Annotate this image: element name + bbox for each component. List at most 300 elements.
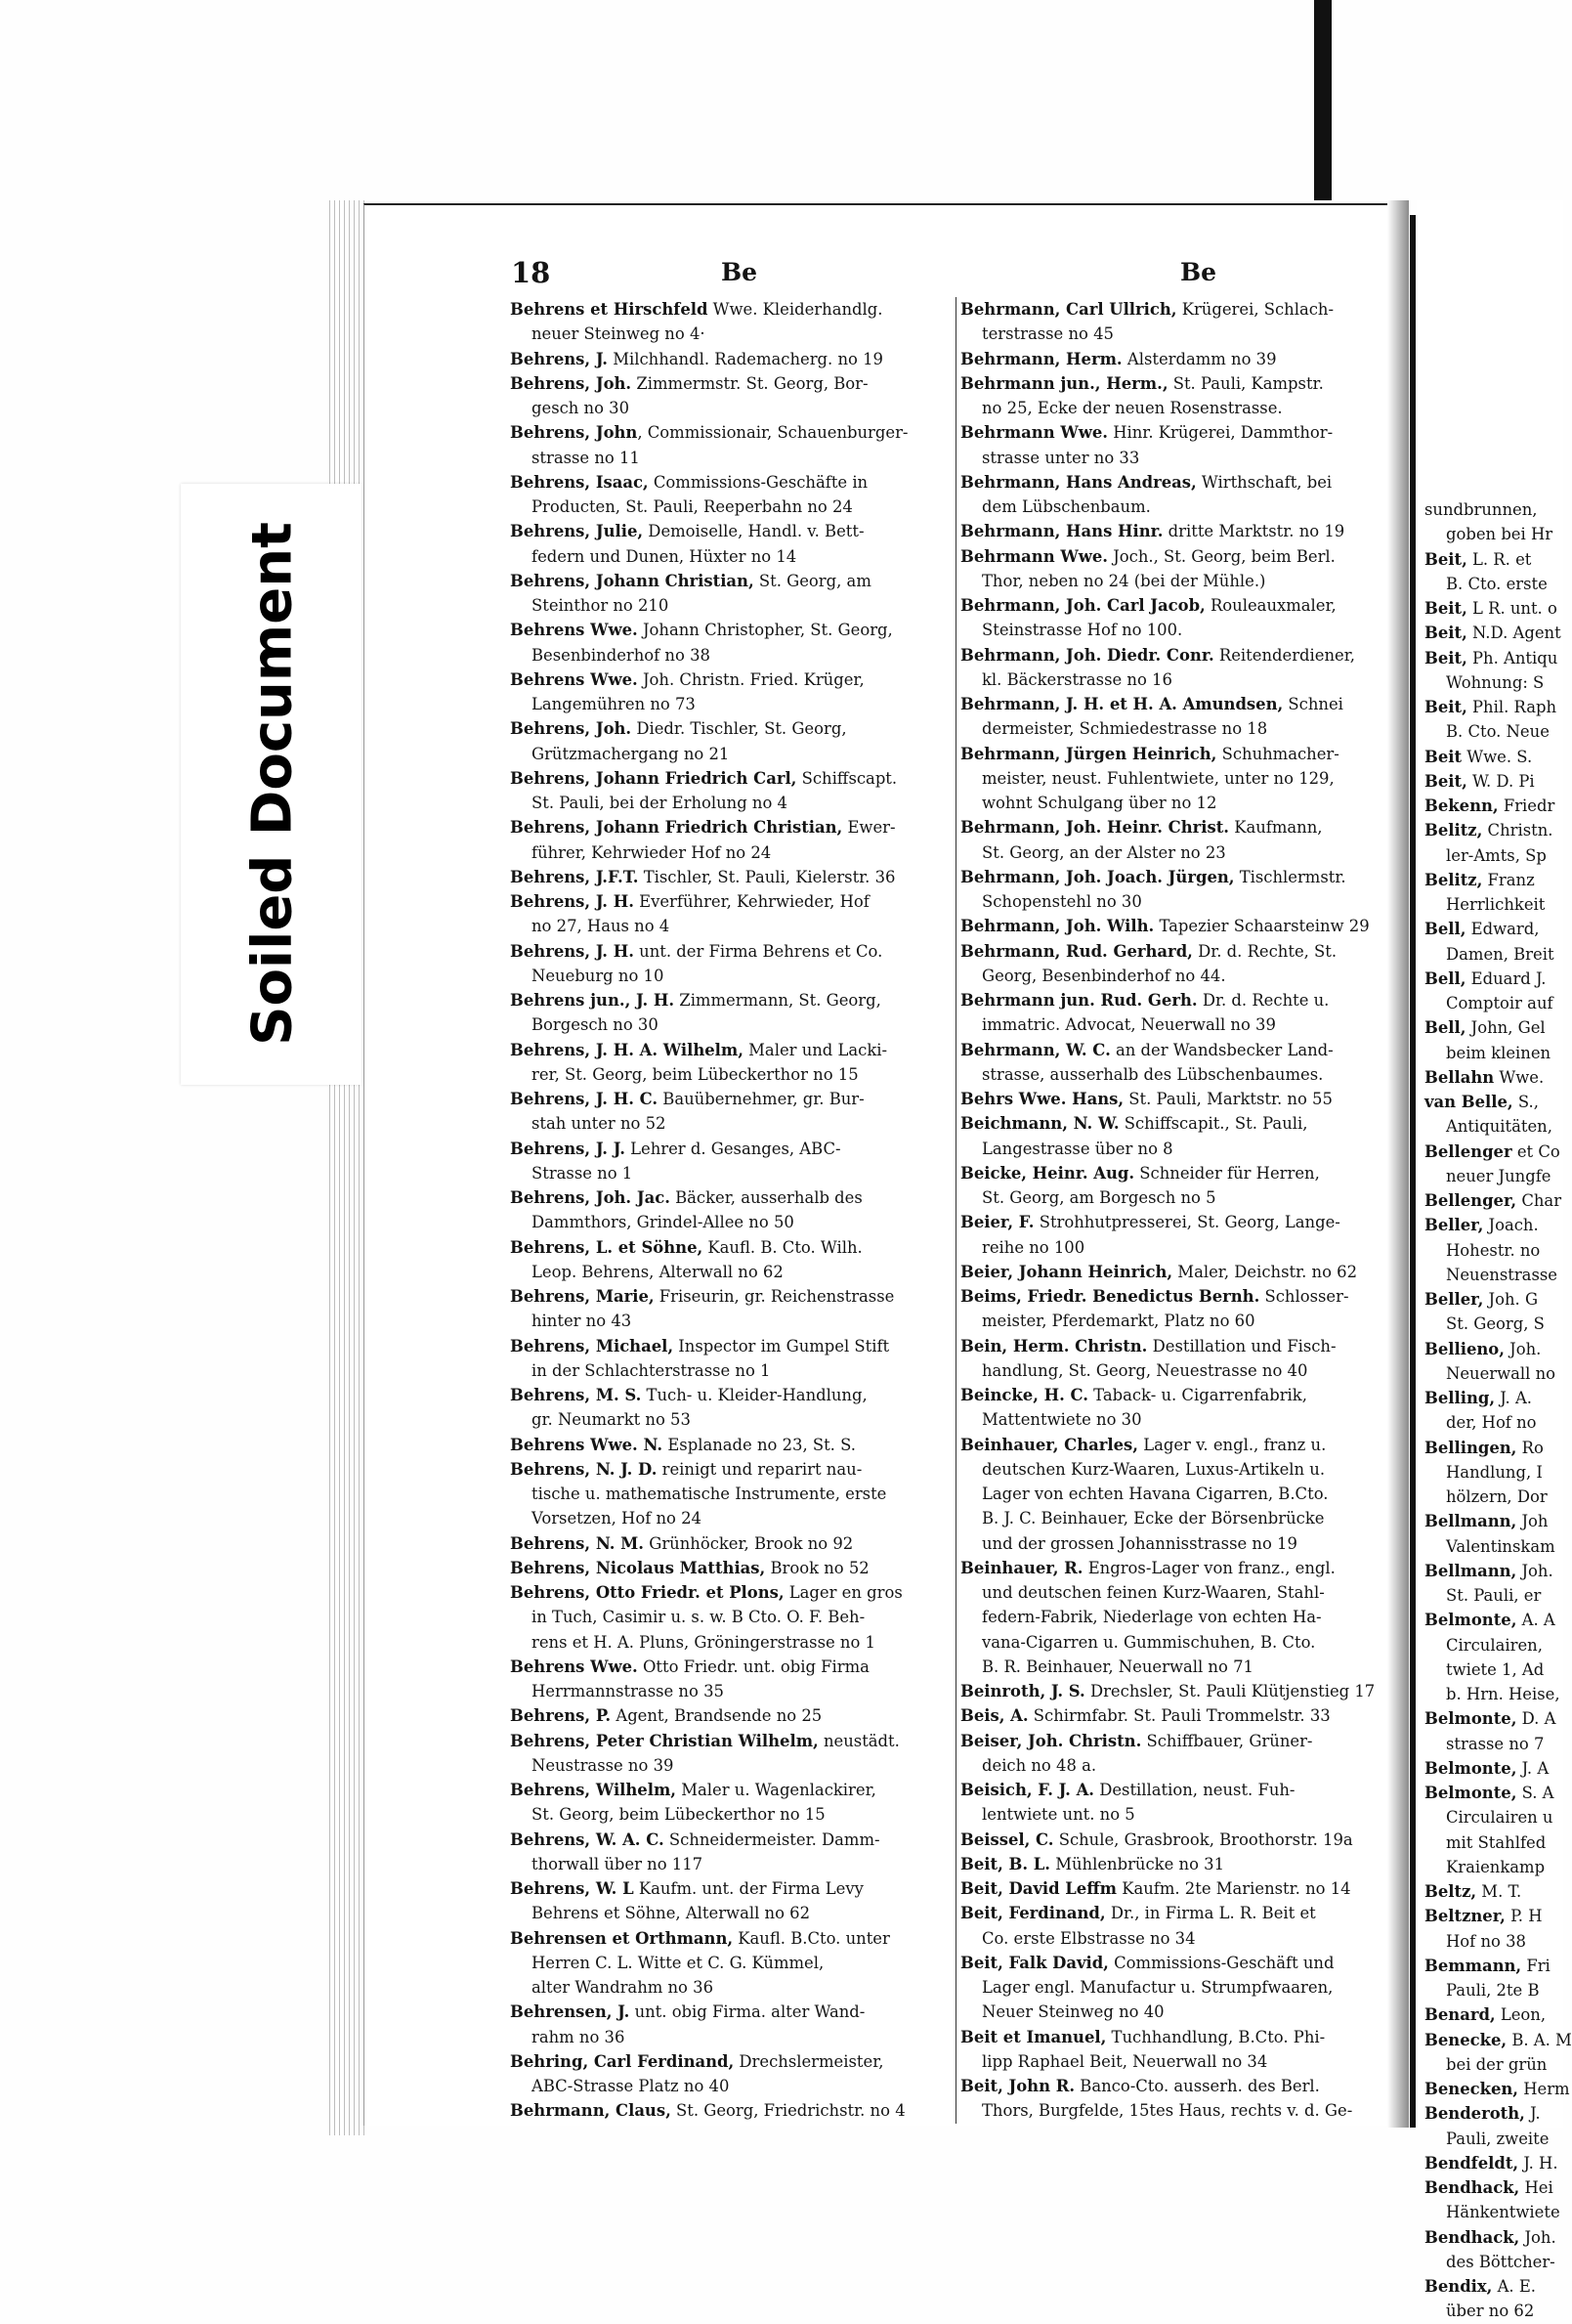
- entry-name: Belmonte,: [1424, 1611, 1517, 1630]
- entry-line: Behrens, Johann Friedrich Christian, Ewer-: [510, 818, 896, 838]
- directory-entry: [960, 593, 1388, 643]
- entry-line: mit Stahlfed: [1446, 1832, 1547, 1852]
- entry-line: Behrs Wwe. Hans, St. Pauli, Marktstr. no 55: [960, 1090, 1333, 1108]
- entry-name: Behring, Carl Ferdinand,: [510, 2051, 735, 2071]
- entry-line: Behrmann jun., Herm., St. Pauli, Kampstr.: [960, 373, 1324, 393]
- entry-line: Beicke, Heinr. Aug. Schneider für Herren,: [960, 1163, 1320, 1183]
- entry-name: Behrmann, Herm.: [960, 349, 1123, 368]
- directory-entry: [1424, 818, 1571, 868]
- directory-entry: [960, 1901, 1388, 1951]
- entry-name: Behrens jun., J. H.: [510, 991, 675, 1010]
- gutter-shadow-top: [1314, 0, 1332, 200]
- directory-entry: [1424, 868, 1571, 918]
- entry-line: Beit Wwe. S.: [1424, 747, 1533, 766]
- directory-entry: [1424, 646, 1571, 696]
- entry-name: Behrens, Joh.: [510, 373, 632, 393]
- entry-line: Pauli, 2te B: [1446, 1981, 1540, 2000]
- directory-entry: [1424, 769, 1571, 794]
- entry-name: Behrens, Johann Friedrich Carl,: [510, 768, 797, 788]
- directory-entry: [960, 1778, 1388, 1828]
- entry-line: Behrens, J. H. C. Bauübernehmer, gr. Bur-: [510, 1090, 865, 1108]
- directory-entry: [960, 939, 1388, 989]
- entry-line: stah unter no 52: [531, 1114, 666, 1134]
- entry-line: Behrens, Isaac, Commissions-Geschäfte in: [510, 472, 869, 492]
- entry-name: Belitz,: [1424, 821, 1483, 840]
- entry-line: Behrens et Hirschfeld Wwe. Kleiderhandlg.: [510, 300, 883, 319]
- entry-line: Valentinskam: [1446, 1536, 1555, 1556]
- entry-line: hölzern, Dor: [1446, 1487, 1548, 1506]
- entry-line: Belmonte, S. A: [1424, 1784, 1554, 1802]
- entry-line: Behrens jun., J. H. Zimmermann, St. Georg,: [510, 991, 881, 1010]
- directory-entry: [960, 2025, 1388, 2075]
- entry-line: Belmonte, D. A: [1424, 1709, 1556, 1729]
- entry-line: Lager von echten Havana Cigarren, B.Cto.: [982, 1485, 1329, 1503]
- entry-line: Behrens, Joh. Diedr. Tischler, St. Georg,: [510, 719, 847, 739]
- entry-line: Behrens Wwe. Joh. Christn. Fried. Krüger,: [510, 669, 865, 689]
- entry-line: Circulairen,: [1446, 1635, 1543, 1655]
- entry-line: neuer Jungfe: [1446, 1166, 1551, 1185]
- entry-line: Beller, Joh. G: [1424, 1290, 1539, 1309]
- entry-line: Behrmann, Herm. Alsterdamm no 39: [960, 349, 1277, 368]
- entry-line: Beit, L R. unt. o: [1424, 599, 1557, 618]
- entry-name: van Belle,: [1424, 1093, 1513, 1111]
- entry-name: Bellenger: [1424, 1141, 1512, 1161]
- entry-line: Bell, Eduard J.: [1424, 968, 1547, 988]
- entry-name: Bendhack,: [1424, 2227, 1520, 2247]
- entry-line: Behrmann, Carl Ullrich, Krügerei, Schlach-: [960, 300, 1334, 319]
- directory-entry: [510, 1580, 945, 1655]
- entry-name: Behrens, J. H. C.: [510, 1090, 659, 1108]
- directory-entry: [510, 1457, 945, 1531]
- directory-entry: [1424, 547, 1571, 597]
- entry-line: Behrens, M. S. Tuch- u. Kleider-Handlung,: [510, 1386, 868, 1404]
- entry-line: rer, St. Georg, beim Lübeckerthor no 15: [531, 1064, 859, 1084]
- entry-line: Behrens, J.F.T. Tischler, St. Pauli, Kielerstr. 36: [510, 867, 896, 886]
- directory-entry: [1424, 1337, 1571, 1387]
- entry-line: dem Lübschenbaum.: [982, 497, 1151, 516]
- entry-line: rahm no 36: [531, 2027, 625, 2046]
- entry-line: Bellmann, Joh.: [1424, 1561, 1553, 1580]
- directory-entry: [960, 865, 1388, 915]
- directory-column-left: [510, 297, 945, 2124]
- entry-name: Behrens, N. M.: [510, 1533, 645, 1553]
- entry-line: Behrens Wwe. Otto Friedr. unt. obig Firma: [510, 1657, 870, 1676]
- directory-entry: [1424, 1140, 1571, 1189]
- entry-line: Behrens Wwe. N. Esplanade no 23, St. S.: [510, 1435, 856, 1454]
- entry-line: Beinroth, J. S. Drechsler, St. Pauli Klütjenstieg 17: [960, 1682, 1376, 1700]
- soiled-document-label: Soiled Document: [240, 522, 305, 1046]
- entry-line: Behrens, L. et Söhne, Kaufl. B. Cto. Wilh.: [510, 1237, 863, 1257]
- directory-entry: [960, 297, 1388, 347]
- entry-line: Hänkentwiete: [1446, 2203, 1560, 2222]
- entry-line: Bendhack, Joh.: [1424, 2227, 1556, 2247]
- entry-line: St. Pauli, bei der Erholung no 4: [531, 794, 787, 812]
- entry-line: Bellenger et Co: [1424, 1141, 1560, 1161]
- entry-line: Beller, Joach.: [1424, 1216, 1539, 1235]
- directory-entry: [1424, 1559, 1571, 1609]
- entry-line: Beinhauer, R. Engros-Lager von franz., engl.: [960, 1558, 1336, 1577]
- entry-name: Beichmann, N. W.: [960, 1114, 1120, 1134]
- directory-entry: [960, 1729, 1388, 1779]
- entry-name: Beiser, Joh. Christn.: [960, 1731, 1142, 1750]
- directory-entry: [510, 1137, 945, 1186]
- entry-line: Behrens, P. Agent, Brandsende no 25: [510, 1706, 823, 1726]
- directory-entry: [510, 1876, 945, 1926]
- entry-line: Behrmann, Joh. Joach. Jürgen, Tischlermstr.: [960, 867, 1346, 886]
- entry-name: Beisich, F. J. A.: [960, 1781, 1094, 1799]
- entry-name: Beinroth, J. S.: [960, 1682, 1085, 1700]
- directory-entry: [510, 1556, 945, 1580]
- entry-name: Behrmann jun. Rud. Gerh.: [960, 991, 1198, 1010]
- directory-entry: [1424, 967, 1571, 1016]
- entry-name: Behrens, Johann Friedrich Christian,: [510, 818, 843, 838]
- entry-line: immatric. Advocat, Neuerwall no 39: [982, 1015, 1276, 1035]
- directory-entry: [1424, 1706, 1571, 1756]
- entry-line: Bellingen, Ro: [1424, 1438, 1544, 1457]
- entry-line: Beltz, M. T.: [1424, 1882, 1522, 1901]
- directory-entry: [960, 470, 1388, 520]
- directory-entry: [1424, 1509, 1571, 1559]
- entry-name: Behrens Wwe.: [510, 669, 638, 689]
- entry-line: goben bei Hr: [1446, 525, 1553, 544]
- entry-line: lipp Raphael Beit, Neuerwall no 34: [982, 2051, 1268, 2071]
- directory-entry: [510, 889, 945, 939]
- directory-entry: [960, 2074, 1388, 2124]
- directory-entry: [510, 939, 945, 989]
- entry-name: Benard,: [1424, 2005, 1496, 2025]
- entry-name: Behrmann, J. H. et H. A. Amundsen,: [960, 695, 1284, 713]
- directory-entry: [1424, 2077, 1571, 2101]
- entry-line: ABC-Strasse Platz no 40: [531, 2077, 730, 2095]
- directory-entry: [960, 914, 1388, 938]
- entry-line: Beit, L. R. et: [1424, 549, 1532, 569]
- directory-entry: [510, 347, 945, 371]
- entry-name: Bemmann,: [1424, 1956, 1522, 1975]
- entry-line: Belmonte, J. A: [1424, 1758, 1550, 1778]
- entry-name: Behrmann, Hans Hinr.: [960, 522, 1164, 541]
- directory-entry: [960, 1038, 1388, 1088]
- running-header-left: Be: [721, 258, 758, 286]
- entry-name: Beissel, C.: [960, 1829, 1054, 1849]
- entry-line: Bendhack, Hei: [1424, 2178, 1553, 2197]
- entry-line: federn-Fabrik, Niederlage von echten Ha-: [982, 1608, 1322, 1627]
- entry-name: Bellieno,: [1424, 1339, 1505, 1358]
- entry-line: Benard, Leon,: [1424, 2005, 1547, 2025]
- directory-entry: [510, 1778, 945, 1828]
- entry-line: no 25, Ecke der neuen Rosenstrasse.: [982, 399, 1283, 417]
- entry-name: Behrmann, Joh. Diedr. Conr.: [960, 645, 1214, 665]
- directory-column-right: [956, 297, 1388, 2124]
- directory-entry: [960, 1284, 1388, 1334]
- entry-line: Steinstrasse Hof no 100.: [982, 621, 1183, 640]
- entry-line: lentwiete unt. no 5: [982, 1805, 1135, 1825]
- entry-name: Behrmann, Carl Ullrich,: [960, 300, 1177, 319]
- entry-name: Behrmann Wwe.: [960, 423, 1108, 443]
- entry-line: reihe no 100: [982, 1237, 1085, 1257]
- directory-entry: [960, 420, 1388, 470]
- directory-entry: [510, 716, 945, 766]
- entry-line: Belitz, Franz: [1424, 870, 1535, 889]
- entry-name: Behrens, P.: [510, 1706, 612, 1726]
- entry-line: Pauli, zweite: [1446, 2129, 1550, 2148]
- entry-name: Bendix,: [1424, 2277, 1493, 2296]
- entry-line: Neuer Steinweg no 40: [982, 2002, 1165, 2022]
- entry-name: Behrens, Michael,: [510, 1336, 674, 1356]
- entry-line: Comptoir auf: [1446, 994, 1553, 1012]
- entry-name: Behrens, J. H.: [510, 892, 634, 911]
- entry-line: Behrens, W. A. C. Schneidermeister. Damm-: [510, 1829, 880, 1849]
- directory-entry: [510, 1926, 945, 2001]
- entry-name: Beller,: [1424, 1290, 1484, 1309]
- entry-name: Beit, Ferdinand,: [960, 1904, 1106, 1923]
- entry-line: Behrens, Wilhelm, Maler u. Wagenlackirer,: [510, 1781, 876, 1799]
- entry-line: Bellahn Wwe.: [1424, 1067, 1545, 1087]
- directory-entry: [960, 519, 1388, 543]
- entry-name: Bellenger,: [1424, 1191, 1517, 1210]
- entry-line: Leop. Behrens, Alterwall no 62: [531, 1262, 784, 1281]
- entry-line: strasse no 7: [1446, 1734, 1545, 1753]
- directory-entry: [960, 544, 1388, 594]
- entry-line: in der Schlachterstrasse no 1: [531, 1360, 771, 1380]
- directory-entry: [1424, 2101, 1571, 2151]
- directory-entry: [960, 1334, 1388, 1384]
- entry-line: wohnt Schulgang über no 12: [982, 794, 1217, 812]
- entry-line: des Böttcher-: [1446, 2252, 1555, 2271]
- directory-entry: [1424, 2028, 1571, 2078]
- directory-entry: [1424, 1781, 1571, 1879]
- entry-line: Bendfeldt, J. H.: [1424, 2153, 1558, 2173]
- entry-line: in Tuch, Casimir u. s. w. B Cto. O. F. Beh-: [531, 1608, 866, 1627]
- entry-name: Benderoth,: [1424, 2104, 1525, 2124]
- entry-line: führer, Kehrwieder Hof no 24: [531, 842, 772, 862]
- entry-line: twiete 1, Ad: [1446, 1659, 1545, 1679]
- entry-name: Behrmann jun., Herm.,: [960, 373, 1168, 393]
- entry-line: B. Cto. Neue: [1446, 722, 1550, 742]
- entry-line: Neustrasse no 39: [531, 1755, 674, 1775]
- entry-line: Beit, David Leffm Kaufm. 2te Marienstr. no 14: [960, 1879, 1351, 1898]
- entry-name: Behrens, Wilhelm,: [510, 1781, 677, 1799]
- entry-line: Beinhauer, Charles, Lager v. engl., franz u.: [960, 1435, 1327, 1454]
- directory-entry: [1424, 1904, 1571, 1954]
- entry-name: Belling,: [1424, 1389, 1496, 1407]
- directory-entry: [1424, 2274, 1571, 2324]
- directory-entry: [510, 1383, 945, 1433]
- entry-line: Beit, B. L. Mühlenbrücke no 31: [960, 1854, 1225, 1873]
- entry-line: alter Wandrahm no 36: [531, 1978, 713, 1997]
- directory-entry: [510, 1828, 945, 1877]
- entry-name: Bekenn,: [1424, 796, 1499, 815]
- entry-name: Behrens, Peter Christian Wilhelm,: [510, 1731, 819, 1750]
- entry-line: Besenbinderhof no 38: [531, 645, 710, 665]
- directory-entry: [1424, 1090, 1571, 1140]
- entry-name: Beit, John R.: [960, 2077, 1076, 2095]
- facing-page: [1417, 200, 1572, 2321]
- entry-line: Bemmann, Fri: [1424, 1956, 1551, 1975]
- directory-entry: [960, 643, 1388, 693]
- directory-entry: [510, 2049, 945, 2099]
- entry-name: Behrmann, Rud. Gerhard,: [960, 941, 1193, 961]
- entry-line: Beiser, Joh. Christn. Schiffbauer, Grüner-: [960, 1731, 1313, 1750]
- entry-line: Beis, A. Schirmfabr. St. Pauli Trommelstr. 33: [960, 1706, 1331, 1726]
- entry-line: Antiquitäten,: [1446, 1117, 1552, 1137]
- entry-line: Behrens, N. M. Grünhöcker, Brook no 92: [510, 1533, 854, 1553]
- entry-line: Behrmann, Joh. Diedr. Conr. Reitenderdiener,: [960, 645, 1355, 665]
- entry-line: Bell, Edward,: [1424, 920, 1540, 939]
- directory-entry: [510, 297, 945, 347]
- entry-line: Beit, Phil. Raph: [1424, 698, 1557, 716]
- entry-line: strasse unter no 33: [982, 448, 1140, 467]
- entry-name: Behrens, W. L: [510, 1879, 634, 1898]
- entry-line: über no 62: [1446, 2302, 1535, 2321]
- entry-name: Beit,: [1424, 648, 1467, 667]
- directory-entry: [510, 1284, 945, 1334]
- entry-line: Thor, neben no 24 (bei der Mühle.): [982, 571, 1266, 590]
- entry-line: terstrasse no 45: [982, 324, 1114, 344]
- entry-line: ler-Amts, Sp: [1446, 845, 1547, 865]
- entry-line: Behrens, Julie, Demoiselle, Handl. v. Bett-: [510, 522, 865, 541]
- entry-line: thorwall über no 117: [531, 1854, 703, 1873]
- directory-entry: [1424, 596, 1571, 621]
- entry-line: Behrmann, Hans Hinr. dritte Marktstr. no 19: [960, 522, 1345, 541]
- page-number: 18: [511, 256, 551, 289]
- entry-line: Neueburg no 10: [531, 966, 664, 985]
- entry-line: Benecken, Herm: [1424, 2080, 1570, 2098]
- entry-line: Behrens, Joh. Jac. Bäcker, ausserhalb des: [510, 1188, 863, 1207]
- entry-name: Beicke, Heinr. Aug.: [960, 1163, 1135, 1183]
- entry-line: Behrens, Otto Friedr. et Plons, Lager en gros: [510, 1583, 903, 1602]
- entry-line: St. Pauli, er: [1446, 1586, 1542, 1605]
- entry-name: Belitz,: [1424, 870, 1483, 889]
- entry-line: Hof no 38: [1446, 1931, 1526, 1951]
- entry-name: Belmonte,: [1424, 1784, 1517, 1802]
- page-curl-shadow: [1387, 200, 1409, 2128]
- entry-line: Behrens et Söhne, Alterwall no 62: [531, 1904, 811, 1923]
- entry-line: Behrmann, Hans Andreas, Wirthschaft, bei: [960, 472, 1333, 492]
- entry-line: deich no 48 a.: [982, 1755, 1097, 1775]
- entry-name: Belmonte,: [1424, 1758, 1517, 1778]
- directory-entry: [510, 1655, 945, 1704]
- soiled-document-stamp: [181, 484, 361, 1085]
- entry-name: Behrensen et Orthmann,: [510, 1928, 734, 1948]
- entry-line: Behrens Wwe. Johann Christopher, St. Georg,: [510, 621, 893, 640]
- entry-line: Belitz, Christn.: [1424, 821, 1553, 840]
- entry-line: Beier, Johann Heinrich, Maler, Deichstr. no 62: [960, 1262, 1358, 1281]
- entry-line: Langemühren no 73: [531, 695, 696, 713]
- directory-entry: [960, 1703, 1388, 1728]
- directory-entry: [510, 667, 945, 717]
- entry-name: Behrens, Marie,: [510, 1287, 655, 1306]
- entry-line: und der grossen Johannisstrasse no 19: [982, 1533, 1297, 1553]
- directory-entry: [1424, 1879, 1571, 1904]
- directory-entry: [1424, 1608, 1571, 1706]
- entry-name: Beinhauer, Charles,: [960, 1435, 1138, 1454]
- directory-entry: [960, 371, 1388, 421]
- entry-name: Behrmann, Joh. Carl Jacob,: [960, 596, 1206, 615]
- directory-entry: [510, 618, 945, 667]
- entry-line: neuer Steinweg no 4·: [531, 324, 705, 344]
- entry-name: Behrens, M. S.: [510, 1386, 642, 1404]
- entry-name: Behrens, Julie,: [510, 522, 644, 541]
- entry-line: der, Hof no: [1446, 1413, 1537, 1433]
- directory-entry: [960, 1111, 1388, 1161]
- directory-entry: [1424, 917, 1571, 967]
- entry-line: Behrens, J. H. A. Wilhelm, Maler und Lacki-: [510, 1040, 888, 1059]
- entry-line: Grützmachergang no 21: [531, 744, 730, 763]
- entry-line: Beier, F. Strohhutpresserei, St. Georg, Lange-: [960, 1213, 1340, 1232]
- entry-name: Beit,: [1424, 698, 1467, 716]
- entry-line: Beissel, C. Schule, Grasbrook, Broothorstr. 19a: [960, 1829, 1353, 1849]
- facing-page-column: [1424, 497, 1571, 2324]
- entry-line: Vorsetzen, Hof no 24: [531, 1509, 701, 1528]
- entry-line: Belmonte, A. A: [1424, 1611, 1555, 1630]
- entry-line: Steinthor no 210: [531, 596, 669, 615]
- entry-line: Producten, St. Pauli, Reeperbahn no 24: [531, 497, 853, 516]
- entry-line: Bekenn, Friedr: [1424, 796, 1555, 815]
- entry-line: Lager engl. Manufactur u. Strumpfwaaren,: [982, 1978, 1334, 1997]
- entry-name: Bellmann,: [1424, 1512, 1517, 1531]
- directory-entry: [960, 1951, 1388, 2025]
- entry-name: Beier, Johann Heinrich,: [960, 1262, 1173, 1281]
- entry-name: Behrens, J.F.T.: [510, 867, 639, 886]
- directory-entry: [510, 470, 945, 520]
- entry-name: Beller,: [1424, 1216, 1484, 1235]
- entry-name: Behrmann Wwe.: [960, 546, 1108, 566]
- entry-line: Bellenger, Char: [1424, 1191, 1562, 1210]
- entry-line: Handlung, I: [1446, 1462, 1543, 1482]
- entry-name: Beinhauer, R.: [960, 1558, 1083, 1577]
- entry-line: Beincke, H. C. Taback- u. Cigarrenfabrik,: [960, 1386, 1307, 1404]
- directory-entry: [510, 1038, 945, 1088]
- directory-entry: [960, 1679, 1388, 1703]
- directory-entry: [510, 1185, 945, 1235]
- entry-line: Mattentwiete no 30: [982, 1410, 1142, 1430]
- entry-line: Behrmann, Joh. Heinr. Christ. Kaufmann,: [960, 818, 1323, 838]
- directory-entry: [510, 569, 945, 619]
- entry-line: Behrmann, Joh. Carl Jacob, Rouleauxmaler,: [960, 596, 1337, 615]
- entry-line: Behring, Carl Ferdinand, Drechslermeister,: [510, 2051, 884, 2071]
- entry-name: Behrens, John: [510, 423, 638, 443]
- entry-line: beim kleinen: [1446, 1043, 1551, 1062]
- entry-line: bei der grün: [1446, 2054, 1548, 2074]
- directory-entry: [510, 371, 945, 421]
- entry-name: Beims, Friedr. Benedictus Bernh.: [960, 1287, 1260, 1306]
- entry-line: Neuerwall no: [1446, 1363, 1556, 1383]
- entry-name: Bellmann,: [1424, 1561, 1517, 1580]
- entry-line: Beit, W. D. Pi: [1424, 771, 1535, 791]
- entry-line: Herrlichkeit: [1446, 895, 1546, 914]
- entry-line: Behrens, J. Milchhandl. Rademacherg. no 19: [510, 349, 883, 368]
- directory-entry: [510, 420, 945, 470]
- directory-entry: [1424, 1065, 1571, 1090]
- entry-line: Behrens, Michael, Inspector im Gumpel Stift: [510, 1336, 890, 1356]
- directory-entry: [960, 1556, 1388, 1679]
- entry-line: meister, Pferdemarkt, Platz no 60: [982, 1312, 1255, 1331]
- entry-name: Bellingen,: [1424, 1438, 1517, 1457]
- entry-line: Neuenstrasse: [1446, 1265, 1557, 1284]
- entry-line: Behrens, Joh. Zimmermstr. St. Georg, Bor-: [510, 373, 869, 393]
- entry-line: strasse, ausserhalb des Lübschenbaumes.: [982, 1064, 1324, 1084]
- directory-entry: [1424, 1188, 1571, 1213]
- entry-name: Behrensen, J.: [510, 2002, 630, 2022]
- directory-entry: [510, 519, 945, 569]
- entry-name: Behrs Wwe. Hans,: [960, 1090, 1125, 1108]
- directory-entry: [510, 766, 945, 816]
- directory-entry: [960, 1852, 1388, 1876]
- entry-line: Bellmann, Joh: [1424, 1512, 1549, 1531]
- entry-name: Bendhack,: [1424, 2178, 1520, 2197]
- entry-line: Beit, N.D. Agent: [1424, 624, 1561, 643]
- entry-line: St. Georg, an der Alster no 23: [982, 842, 1226, 862]
